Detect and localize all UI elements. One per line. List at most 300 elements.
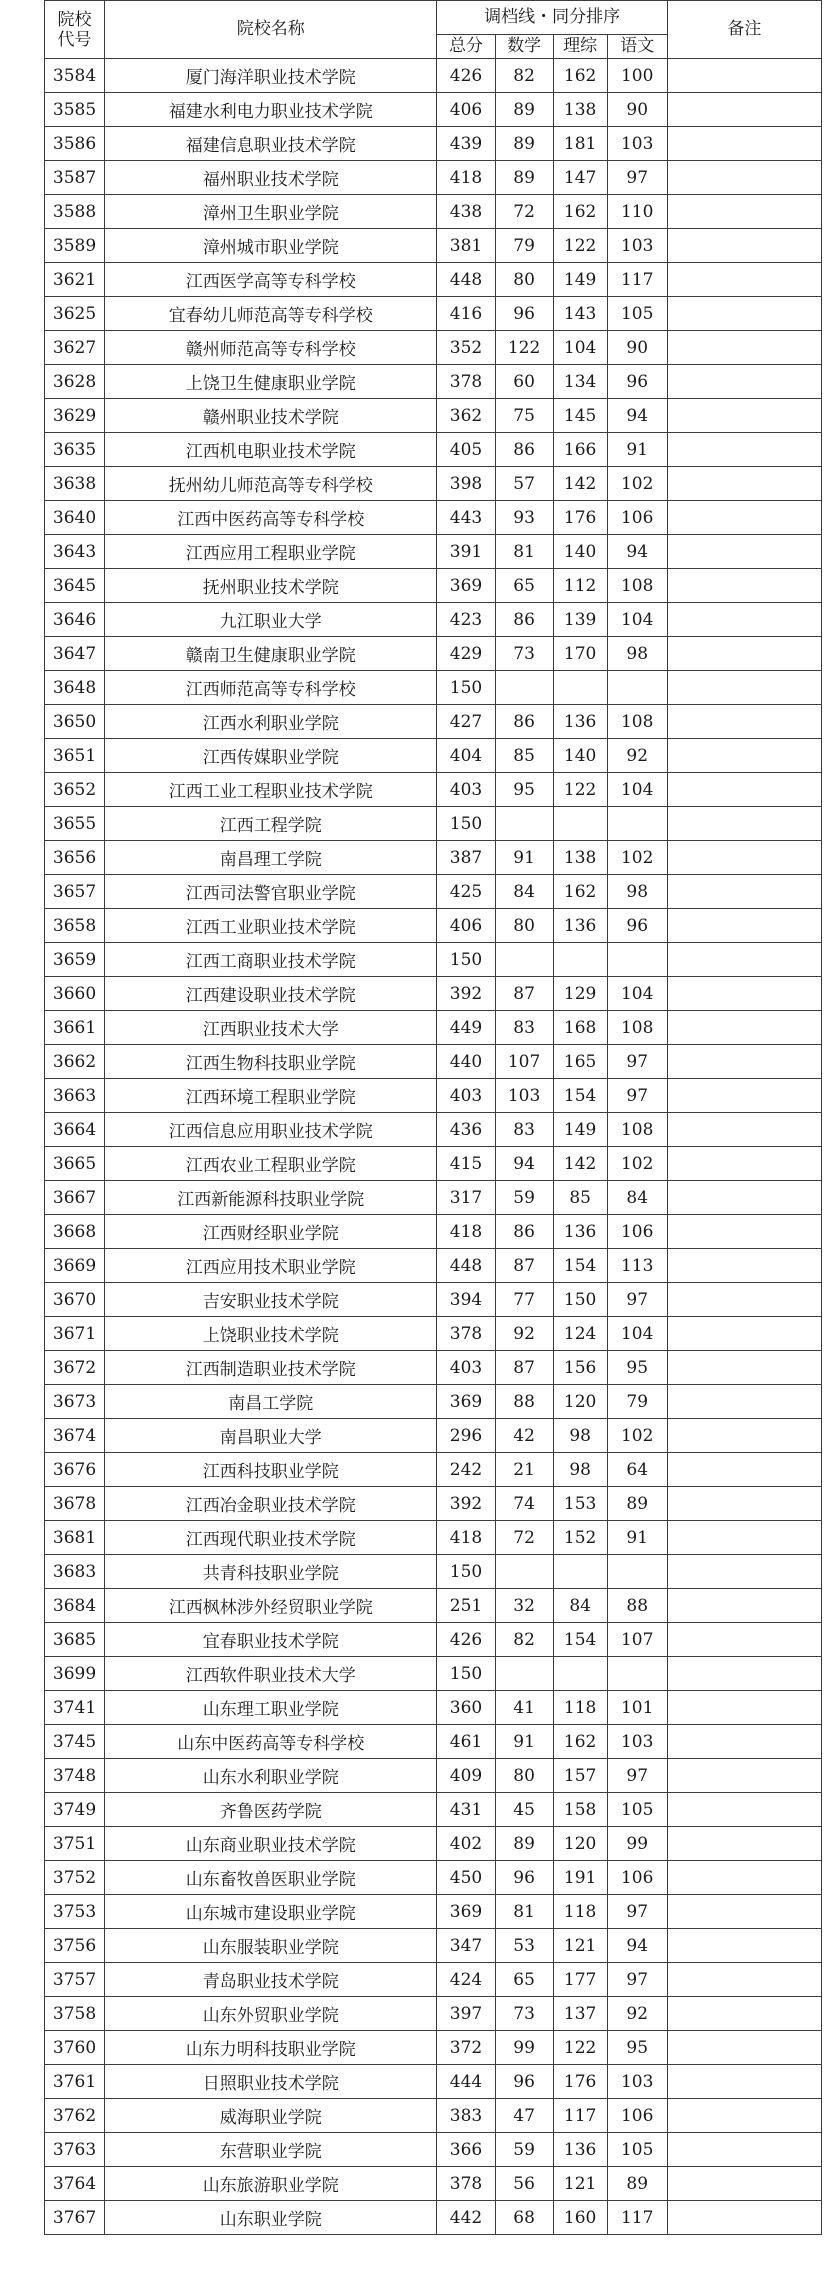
school-code: 3685 xyxy=(45,1623,105,1657)
header-score-group: 调档线・同分排序 xyxy=(437,1,667,35)
score-science: 145 xyxy=(553,399,607,433)
score-chinese: 84 xyxy=(607,1181,667,1215)
score-total: 387 xyxy=(437,841,495,875)
score-total: 409 xyxy=(437,1759,495,1793)
score-science: 118 xyxy=(553,1895,607,1929)
score-chinese: 97 xyxy=(607,1283,667,1317)
score-chinese: 97 xyxy=(607,1963,667,1997)
score-chinese xyxy=(607,1657,667,1691)
note xyxy=(667,331,821,365)
school-code: 3672 xyxy=(45,1351,105,1385)
school-code: 3667 xyxy=(45,1181,105,1215)
note xyxy=(667,501,821,535)
table-row xyxy=(45,2167,822,2201)
score-chinese: 99 xyxy=(607,1827,667,1861)
school-name: 山东商业职业技术学院 xyxy=(105,1827,437,1861)
score-chinese xyxy=(607,1555,667,1589)
score-math: 87 xyxy=(495,1351,553,1385)
score-chinese: 90 xyxy=(607,93,667,127)
note xyxy=(667,93,821,127)
school-code: 3629 xyxy=(45,399,105,433)
note xyxy=(667,1929,821,1963)
score-total: 317 xyxy=(437,1181,495,1215)
note xyxy=(667,1249,821,1283)
school-code: 3650 xyxy=(45,705,105,739)
score-science: 149 xyxy=(553,1113,607,1147)
school-code: 3753 xyxy=(45,1895,105,1929)
school-name: 山东服装职业学院 xyxy=(105,1929,437,1963)
school-name: 山东职业学院 xyxy=(105,2201,437,2235)
score-science: 143 xyxy=(553,297,607,331)
school-code: 3585 xyxy=(45,93,105,127)
score-chinese: 108 xyxy=(607,1011,667,1045)
score-chinese: 107 xyxy=(607,1623,667,1657)
score-math: 81 xyxy=(495,1895,553,1929)
school-code: 3660 xyxy=(45,977,105,1011)
school-name: 青岛职业技术学院 xyxy=(105,1963,437,1997)
score-science: 124 xyxy=(553,1317,607,1351)
score-math: 99 xyxy=(495,2031,553,2065)
score-science: 191 xyxy=(553,1861,607,1895)
table-row xyxy=(45,1963,822,1997)
score-science: 177 xyxy=(553,1963,607,1997)
score-science: 121 xyxy=(553,1929,607,1963)
school-name: 山东旅游职业学院 xyxy=(105,2167,437,2201)
note xyxy=(667,263,821,297)
note xyxy=(667,2133,821,2167)
score-chinese: 106 xyxy=(607,1861,667,1895)
school-name: 南昌理工学院 xyxy=(105,841,437,875)
header-chinese: 语文 xyxy=(607,35,667,59)
score-total: 352 xyxy=(437,331,495,365)
score-science: 152 xyxy=(553,1521,607,1555)
school-name: 江西农业工程职业学院 xyxy=(105,1147,437,1181)
school-name: 南昌职业大学 xyxy=(105,1419,437,1453)
score-chinese: 117 xyxy=(607,2201,667,2235)
school-code: 3658 xyxy=(45,909,105,943)
score-total: 429 xyxy=(437,637,495,671)
school-code: 3589 xyxy=(45,229,105,263)
school-code: 3683 xyxy=(45,1555,105,1589)
school-code: 3756 xyxy=(45,1929,105,1963)
note xyxy=(667,1793,821,1827)
table-row xyxy=(45,2133,822,2167)
score-total: 425 xyxy=(437,875,495,909)
score-science: 154 xyxy=(553,1079,607,1113)
score-total: 418 xyxy=(437,1215,495,1249)
school-code: 3745 xyxy=(45,1725,105,1759)
score-science: 121 xyxy=(553,2167,607,2201)
score-chinese: 95 xyxy=(607,2031,667,2065)
score-chinese: 103 xyxy=(607,127,667,161)
header-name: 院校名称 xyxy=(105,1,437,59)
score-math: 96 xyxy=(495,2065,553,2099)
note xyxy=(667,807,821,841)
school-code: 3681 xyxy=(45,1521,105,1555)
score-chinese: 103 xyxy=(607,229,667,263)
score-math: 86 xyxy=(495,705,553,739)
header-math: 数学 xyxy=(495,35,553,59)
table-row xyxy=(45,977,822,1011)
score-chinese: 102 xyxy=(607,841,667,875)
score-science: 138 xyxy=(553,93,607,127)
score-math xyxy=(495,943,553,977)
header-code: 院校代号 xyxy=(45,1,105,59)
note xyxy=(667,1657,821,1691)
score-math xyxy=(495,807,553,841)
table-row xyxy=(45,2099,822,2133)
school-code: 3661 xyxy=(45,1011,105,1045)
score-total: 150 xyxy=(437,1555,495,1589)
score-science: 142 xyxy=(553,467,607,501)
table-row xyxy=(45,1283,822,1317)
note xyxy=(667,229,821,263)
note xyxy=(667,1827,821,1861)
score-total: 404 xyxy=(437,739,495,773)
score-chinese: 102 xyxy=(607,1147,667,1181)
note xyxy=(667,2201,821,2235)
school-name: 江西信息应用职业技术学院 xyxy=(105,1113,437,1147)
score-chinese: 110 xyxy=(607,195,667,229)
score-science: 134 xyxy=(553,365,607,399)
table-row xyxy=(45,1249,822,1283)
note xyxy=(667,943,821,977)
school-name: 漳州卫生职业学院 xyxy=(105,195,437,229)
school-code: 3645 xyxy=(45,569,105,603)
score-science: 98 xyxy=(553,1453,607,1487)
score-chinese: 106 xyxy=(607,1215,667,1249)
score-math: 91 xyxy=(495,1725,553,1759)
score-total: 150 xyxy=(437,1657,495,1691)
score-chinese: 97 xyxy=(607,161,667,195)
school-code: 3664 xyxy=(45,1113,105,1147)
score-math: 73 xyxy=(495,1997,553,2031)
table-row xyxy=(45,1011,822,1045)
school-name: 江西科技职业学院 xyxy=(105,1453,437,1487)
note xyxy=(667,705,821,739)
score-total: 381 xyxy=(437,229,495,263)
score-chinese: 89 xyxy=(607,1487,667,1521)
score-chinese: 94 xyxy=(607,535,667,569)
score-math: 79 xyxy=(495,229,553,263)
note xyxy=(667,841,821,875)
note xyxy=(667,1453,821,1487)
table-row xyxy=(45,705,822,739)
score-math: 95 xyxy=(495,773,553,807)
school-code: 3678 xyxy=(45,1487,105,1521)
school-name: 山东畜牧兽医职业学院 xyxy=(105,1861,437,1895)
score-chinese: 88 xyxy=(607,1589,667,1623)
score-math: 75 xyxy=(495,399,553,433)
note xyxy=(667,365,821,399)
school-name: 共青科技职业学院 xyxy=(105,1555,437,1589)
score-science: 85 xyxy=(553,1181,607,1215)
score-total: 403 xyxy=(437,1079,495,1113)
school-code: 3584 xyxy=(45,59,105,93)
school-code: 3758 xyxy=(45,1997,105,2031)
score-chinese: 106 xyxy=(607,501,667,535)
school-name: 江西应用技术职业学院 xyxy=(105,1249,437,1283)
score-chinese: 103 xyxy=(607,1725,667,1759)
table-row xyxy=(45,1521,822,1555)
school-name: 江西水利职业学院 xyxy=(105,705,437,739)
score-math: 59 xyxy=(495,1181,553,1215)
table-row xyxy=(45,1691,822,1725)
note xyxy=(667,1725,821,1759)
school-code: 3647 xyxy=(45,637,105,671)
score-chinese: 104 xyxy=(607,1317,667,1351)
score-math: 86 xyxy=(495,433,553,467)
score-chinese: 101 xyxy=(607,1691,667,1725)
school-code: 3699 xyxy=(45,1657,105,1691)
school-code: 3655 xyxy=(45,807,105,841)
school-name: 山东理工职业学院 xyxy=(105,1691,437,1725)
note xyxy=(667,1623,821,1657)
school-code: 3638 xyxy=(45,467,105,501)
score-total: 369 xyxy=(437,569,495,603)
score-science xyxy=(553,807,607,841)
school-name: 山东城市建设职业学院 xyxy=(105,1895,437,1929)
school-code: 3757 xyxy=(45,1963,105,1997)
score-math: 80 xyxy=(495,909,553,943)
note xyxy=(667,2031,821,2065)
score-total: 397 xyxy=(437,1997,495,2031)
score-math: 82 xyxy=(495,1623,553,1657)
table-row xyxy=(45,1827,822,1861)
score-total: 383 xyxy=(437,2099,495,2133)
table-row xyxy=(45,1487,822,1521)
school-code: 3752 xyxy=(45,1861,105,1895)
score-science: 166 xyxy=(553,433,607,467)
table-row xyxy=(45,841,822,875)
score-total: 242 xyxy=(437,1453,495,1487)
school-code: 3741 xyxy=(45,1691,105,1725)
school-code: 3587 xyxy=(45,161,105,195)
score-math: 80 xyxy=(495,1759,553,1793)
note xyxy=(667,1861,821,1895)
score-science: 140 xyxy=(553,739,607,773)
score-science: 118 xyxy=(553,1691,607,1725)
score-total: 392 xyxy=(437,1487,495,1521)
school-name: 江西工商职业技术学院 xyxy=(105,943,437,977)
score-total: 378 xyxy=(437,365,495,399)
score-chinese xyxy=(607,943,667,977)
score-chinese: 108 xyxy=(607,1113,667,1147)
score-total: 392 xyxy=(437,977,495,1011)
score-total: 448 xyxy=(437,1249,495,1283)
score-chinese: 105 xyxy=(607,2133,667,2167)
score-chinese: 90 xyxy=(607,331,667,365)
score-total: 150 xyxy=(437,671,495,705)
school-name: 漳州城市职业学院 xyxy=(105,229,437,263)
score-science: 162 xyxy=(553,875,607,909)
score-science: 84 xyxy=(553,1589,607,1623)
score-science: 162 xyxy=(553,59,607,93)
school-name: 上饶职业技术学院 xyxy=(105,1317,437,1351)
score-total: 427 xyxy=(437,705,495,739)
school-name: 江西软件职业技术大学 xyxy=(105,1657,437,1691)
school-name: 齐鲁医药学院 xyxy=(105,1793,437,1827)
score-math: 89 xyxy=(495,127,553,161)
score-math: 91 xyxy=(495,841,553,875)
score-chinese: 117 xyxy=(607,263,667,297)
table-row xyxy=(45,195,822,229)
score-science xyxy=(553,1657,607,1691)
note xyxy=(667,603,821,637)
note xyxy=(667,195,821,229)
score-chinese: 79 xyxy=(607,1385,667,1419)
score-science: 122 xyxy=(553,229,607,263)
school-code: 3651 xyxy=(45,739,105,773)
school-code: 3764 xyxy=(45,2167,105,2201)
note xyxy=(667,569,821,603)
score-science: 122 xyxy=(553,2031,607,2065)
school-code: 3646 xyxy=(45,603,105,637)
note xyxy=(667,977,821,1011)
score-total: 448 xyxy=(437,263,495,297)
school-code: 3751 xyxy=(45,1827,105,1861)
school-code: 3648 xyxy=(45,671,105,705)
score-math: 92 xyxy=(495,1317,553,1351)
note xyxy=(667,1487,821,1521)
score-total: 426 xyxy=(437,1623,495,1657)
score-chinese: 98 xyxy=(607,875,667,909)
score-science: 153 xyxy=(553,1487,607,1521)
school-code: 3670 xyxy=(45,1283,105,1317)
note xyxy=(667,1759,821,1793)
score-math: 103 xyxy=(495,1079,553,1113)
score-chinese: 96 xyxy=(607,365,667,399)
score-total: 150 xyxy=(437,807,495,841)
score-science: 162 xyxy=(553,1725,607,1759)
table-row xyxy=(45,637,822,671)
table-row xyxy=(45,331,822,365)
score-chinese: 106 xyxy=(607,2099,667,2133)
score-chinese: 108 xyxy=(607,569,667,603)
school-name: 九江职业大学 xyxy=(105,603,437,637)
school-name: 江西冶金职业技术学院 xyxy=(105,1487,437,1521)
admission-score-table xyxy=(44,0,822,2235)
note xyxy=(667,2167,821,2201)
table-row xyxy=(45,943,822,977)
note xyxy=(667,1147,821,1181)
header-science: 理综 xyxy=(553,35,607,59)
note xyxy=(667,1351,821,1385)
school-name: 吉安职业技术学院 xyxy=(105,1283,437,1317)
table-row xyxy=(45,2031,822,2065)
score-chinese xyxy=(607,671,667,705)
score-chinese: 105 xyxy=(607,1793,667,1827)
score-math: 83 xyxy=(495,1113,553,1147)
note xyxy=(667,1317,821,1351)
score-total: 369 xyxy=(437,1385,495,1419)
table-row xyxy=(45,1759,822,1793)
score-science: 120 xyxy=(553,1827,607,1861)
score-science: 112 xyxy=(553,569,607,603)
score-total: 378 xyxy=(437,1317,495,1351)
school-code: 3652 xyxy=(45,773,105,807)
table-row xyxy=(45,263,822,297)
score-math: 72 xyxy=(495,1521,553,1555)
score-total: 418 xyxy=(437,161,495,195)
score-science: 176 xyxy=(553,501,607,535)
score-math: 84 xyxy=(495,875,553,909)
school-name: 上饶卫生健康职业学院 xyxy=(105,365,437,399)
score-math: 87 xyxy=(495,1249,553,1283)
score-science: 138 xyxy=(553,841,607,875)
note xyxy=(667,1963,821,1997)
table-row xyxy=(45,433,822,467)
score-science: 158 xyxy=(553,1793,607,1827)
school-name: 抚州职业技术学院 xyxy=(105,569,437,603)
score-total: 405 xyxy=(437,433,495,467)
table-row xyxy=(45,1419,822,1453)
score-science: 156 xyxy=(553,1351,607,1385)
score-chinese: 98 xyxy=(607,637,667,671)
header-note: 备注 xyxy=(667,1,821,59)
header-total: 总分 xyxy=(437,35,495,59)
score-chinese: 92 xyxy=(607,1997,667,2031)
note xyxy=(667,1997,821,2031)
score-math: 86 xyxy=(495,603,553,637)
score-math: 65 xyxy=(495,1963,553,1997)
school-name: 江西应用工程职业学院 xyxy=(105,535,437,569)
score-chinese: 94 xyxy=(607,1929,667,1963)
score-math: 89 xyxy=(495,161,553,195)
score-total: 444 xyxy=(437,2065,495,2099)
score-chinese: 91 xyxy=(607,1521,667,1555)
score-chinese: 92 xyxy=(607,739,667,773)
school-code: 3749 xyxy=(45,1793,105,1827)
table-row xyxy=(45,569,822,603)
note xyxy=(667,433,821,467)
note xyxy=(667,161,821,195)
note xyxy=(667,909,821,943)
score-science: 137 xyxy=(553,1997,607,2031)
score-total: 406 xyxy=(437,909,495,943)
score-science: 140 xyxy=(553,535,607,569)
score-total: 424 xyxy=(437,1963,495,1997)
score-science: 136 xyxy=(553,1215,607,1249)
school-code: 3635 xyxy=(45,433,105,467)
table-row xyxy=(45,671,822,705)
school-name: 江西师范高等专科学校 xyxy=(105,671,437,705)
table-row xyxy=(45,1589,822,1623)
table-row xyxy=(45,1079,822,1113)
score-total: 431 xyxy=(437,1793,495,1827)
note xyxy=(667,1011,821,1045)
score-total: 362 xyxy=(437,399,495,433)
table-row xyxy=(45,59,822,93)
school-code: 3671 xyxy=(45,1317,105,1351)
score-math: 47 xyxy=(495,2099,553,2133)
score-chinese: 91 xyxy=(607,433,667,467)
table-row xyxy=(45,1929,822,1963)
table-body xyxy=(45,59,822,2235)
score-total: 360 xyxy=(437,1691,495,1725)
school-name: 抚州幼儿师范高等专科学校 xyxy=(105,467,437,501)
school-name: 江西制造职业技术学院 xyxy=(105,1351,437,1385)
score-math: 89 xyxy=(495,93,553,127)
score-science: 168 xyxy=(553,1011,607,1045)
score-chinese: 97 xyxy=(607,1079,667,1113)
note xyxy=(667,1555,821,1589)
school-code: 3673 xyxy=(45,1385,105,1419)
score-math: 32 xyxy=(495,1589,553,1623)
score-math: 96 xyxy=(495,1861,553,1895)
school-code: 3586 xyxy=(45,127,105,161)
school-code: 3684 xyxy=(45,1589,105,1623)
